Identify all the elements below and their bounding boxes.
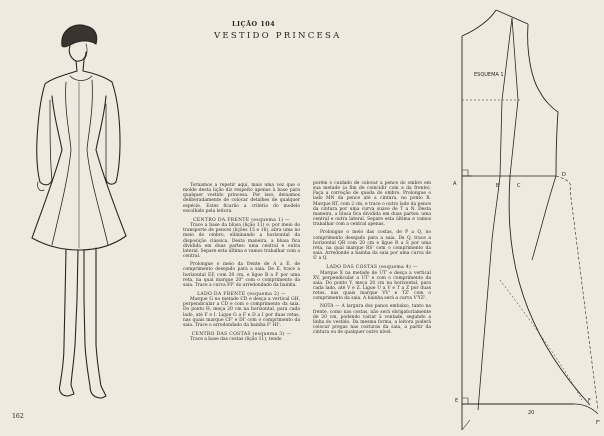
section-heading-lado-frente: LADO DA FRENTE (esquema 2) — [197, 291, 286, 297]
point-label-b: B [496, 183, 500, 189]
point-label-f: F [588, 398, 591, 404]
point-label-d: D [562, 172, 566, 178]
paragraph-intro: Tornamos a repetir aqui, mais uma vez que o molde desta lição diz respeito apenas à base para qualquer vestido princesa. Por isso, deixamos deliberadamente de colocar detalhes de qualquer espécie. Estes ficarão a critério do modelo escolhido pela leitora. [183, 183, 300, 214]
section-heading-centro-frente: CENTRO DA FRENTE (esquema 1) — [193, 217, 290, 223]
paragraph: Prolongue o meio das costas, de P a Q, no comprimento desejado para a saia. De Q, trace a horizontal QR com 20 cm e ligue R a S por uma reta, na qual marque RS' com o comprimento da saia. Arredonde a bainha da saia por uma curva de S' a Q. [313, 230, 431, 262]
paragraph: Marque X na metade de UT' e desça a vertical XV, perpendicular a UT' e com o comprimento da saia. Do ponto Y, meça 20 cm na horizontal, para cada lado, até V e Z. Ligue U a V e T a Z por duas retas, nas quais marque VV' e TZ' com o comprimento da saia. A bainha será a curva V'YZ'. [313, 270, 431, 302]
paragraph: Prolongue o meio da frente de A a E, de comprimento desejado para a saia. De E, trace a horizontal EF, com 20 cm, e ligue B a F por uma reta, na qual marque 20" com o comprimento da saia. Trace a curva FF' do arredondado da bainha. [183, 262, 300, 288]
section-heading-centro-costas: CENTRO DAS COSTAS (esquema 3) — [191, 332, 292, 338]
paragraph: porém o cuidado de colocar a pence do ombro em sua metade (a fim de coincidir com a da frente). Faça a correção de queda do ombro. Prolongue o lado MN da pence até a cintura, no ponto R. Marque RT, com 2 cm, e trace o outro lado da pence da cintura por uma curva suave de T a N. Desta maneira, a blusa fica dividida em duas partes: uma central e outra lateral. Separe esta última e vamos trabalhar com a central apenas. [313, 181, 431, 228]
point-label-f-prime: F' [596, 420, 601, 426]
section-heading-lado-costas: LADO DAS COSTAS (esquema 4) — [326, 265, 418, 271]
paragraph: Trace a base da blusa (lição 11) e, por meio do transporte de pences (lições 15 e 16), abra uma no meio do ombro, eliminando a horizontal da disposição clássica. Desta maneira, a blusa fica dividida em duas partes: uma central e outra lateral. Separe esta última e vamos trabalhar com a central. [183, 223, 300, 260]
point-label-a: A [453, 181, 457, 187]
page-title: VESTIDO PRINCESA [214, 31, 342, 41]
page-number: 162 [12, 413, 24, 420]
paragraph: Marque G no metade CD e desça a vertical GH, perpendicular a CD e com o comprimento da saia. Do ponto H, meça 20 cm na horizontal, para cada lado, até F e I. Ligue G a F e D a I por duas retas, nas quais marque CF' e DI' com o comprimento da saia. Trace o arredondado da bainha F' HI'. [183, 297, 300, 328]
point-label-e: E [455, 398, 459, 404]
point-label-c: C [517, 183, 521, 189]
paragraph: Trace a base das costas (lição 11), tendo [190, 337, 282, 343]
paragraph-note: NOTA — A largura dos panos embaixo, tanto na frente, como nas costas, não será obrigatoriamente de 20 cm, podendo variar à vontade, segundo a linha do vestido. Da mesma forma, a leitora poderá colocar pregas nas costuras da saia, a partir da cintura ou de qualquer outro nível. [313, 304, 431, 336]
measure-label-20: 20 [528, 410, 535, 416]
diagram-label-esquema: ESQUEMA 1 [474, 72, 504, 78]
lesson-number: LIÇÃO 104 [232, 20, 276, 28]
text-column-2 [313, 181, 431, 335]
text-column-1 [183, 183, 300, 342]
